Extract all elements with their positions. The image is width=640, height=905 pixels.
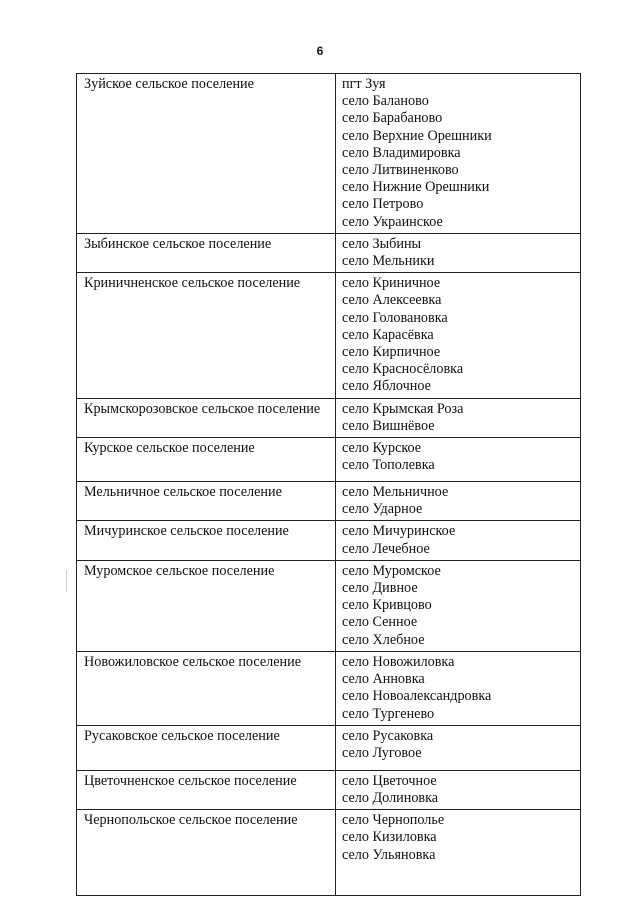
village-item: село Ульяновка [342, 846, 436, 863]
settlement-row [77, 398, 581, 437]
village-item: село Мельники [342, 253, 435, 270]
settlement-name-cell [77, 482, 336, 521]
village-item: село Зыбины [342, 235, 422, 252]
settlement-name: Криничненское сельское поселение [84, 275, 301, 292]
village-item: село Крымская Роза [342, 400, 464, 417]
village-item: село Ударное [342, 501, 423, 518]
settlement-row [77, 233, 581, 272]
village-list-cell [336, 398, 581, 437]
settlement-row [77, 810, 581, 896]
village-item: село Новоалександровка [342, 688, 492, 705]
village-item: село Чернополье [342, 812, 445, 829]
settlement-name-cell [77, 810, 336, 896]
settlement-name: Русаковское сельское поселение [84, 727, 280, 744]
scan-margin-mark [66, 570, 67, 592]
page-number: 6 [316, 44, 324, 58]
village-list-cell [336, 521, 581, 560]
settlement-row [77, 438, 581, 482]
settlement-name-cell [77, 398, 336, 437]
village-item: село Мельничное [342, 484, 449, 501]
settlement-name: Мичуринское сельское поселение [84, 523, 289, 540]
village-item: село Владимировка [342, 144, 461, 161]
village-item: село Яблочное [342, 378, 431, 395]
settlement-name-cell [77, 651, 336, 725]
settlement-row [77, 725, 581, 770]
village-item: село Вишнёвое [342, 417, 435, 434]
settlement-name: Зыбинское сельское поселение [84, 235, 272, 252]
village-item: село Муромское [342, 562, 441, 579]
village-item: село Украинское [342, 213, 443, 230]
village-list-cell [336, 770, 581, 809]
village-list-cell [336, 233, 581, 272]
settlements-table [76, 73, 581, 896]
village-item: пгт Зуя [342, 76, 386, 92]
village-item: село Кизиловка [342, 829, 437, 846]
village-list-cell [336, 482, 581, 521]
settlement-name-cell [77, 233, 336, 272]
village-item: село Сенное [342, 614, 418, 631]
settlement-row [77, 74, 581, 234]
settlements-table-body [77, 74, 581, 896]
village-item: село Баланово [342, 93, 429, 110]
village-item: село Барабаново [342, 110, 443, 127]
settlement-name: Цветочненское сельское поселение [84, 772, 297, 789]
village-item: село Хлебное [342, 631, 425, 648]
village-item: село Лечебное [342, 540, 430, 557]
village-item: село Криничное [342, 275, 441, 292]
village-list-cell [336, 438, 581, 482]
village-item: село Литвиненково [342, 162, 459, 179]
village-item: село Тургенево [342, 705, 435, 722]
village-item: село Русаковка [342, 727, 434, 744]
village-list-cell [336, 273, 581, 398]
settlement-name-cell [77, 560, 336, 651]
settlement-name-cell [77, 521, 336, 560]
village-item: село Кирпичное [342, 344, 441, 361]
settlement-name: Новожиловское сельское поселение [84, 653, 302, 670]
village-item: село Карасёвка [342, 326, 434, 343]
settlement-name-cell [77, 770, 336, 809]
settlement-row [77, 560, 581, 651]
settlement-name-cell [77, 438, 336, 482]
village-item: село Долиновка [342, 789, 439, 806]
village-item: село Дивное [342, 580, 418, 597]
settlement-row [77, 521, 581, 560]
settlement-row [77, 770, 581, 809]
village-item: село Петрово [342, 196, 424, 213]
village-item: село Тополевка [342, 457, 435, 474]
settlement-name-cell [77, 74, 336, 234]
settlement-name: Чернопольское сельское поселение [84, 812, 298, 829]
village-item: село Кривцово [342, 597, 432, 614]
village-item: село Луговое [342, 744, 422, 761]
village-item: село Головановка [342, 309, 448, 326]
settlement-row [77, 651, 581, 725]
village-list-cell [336, 560, 581, 651]
village-item: село Цветочное [342, 772, 437, 789]
settlement-name: Крымскорозовское сельское поселение [84, 400, 321, 417]
village-item: село Верхние Орешники [342, 127, 492, 144]
settlement-name: Муромское сельское поселение [84, 562, 275, 579]
settlement-name: Мельничное сельское поселение [84, 484, 282, 501]
settlement-row [77, 482, 581, 521]
settlement-name: Курское сельское поселение [84, 440, 255, 457]
village-item: село Анновка [342, 671, 425, 688]
village-item: село Мичуринское [342, 523, 456, 540]
village-item: село Алексеевка [342, 292, 442, 309]
village-list-cell [336, 651, 581, 725]
village-item: село Красносёловка [342, 361, 464, 378]
village-item: село Нижние Орешники [342, 179, 490, 196]
village-item: село Новожиловка [342, 653, 455, 670]
settlement-name-cell [77, 273, 336, 398]
settlement-name-cell [77, 725, 336, 770]
village-list-cell [336, 725, 581, 770]
village-item: село Курское [342, 440, 422, 457]
village-list-cell [336, 810, 581, 896]
settlement-name: Зуйское сельское поселение [84, 76, 254, 92]
settlement-row [77, 273, 581, 398]
village-list-cell [336, 74, 581, 234]
